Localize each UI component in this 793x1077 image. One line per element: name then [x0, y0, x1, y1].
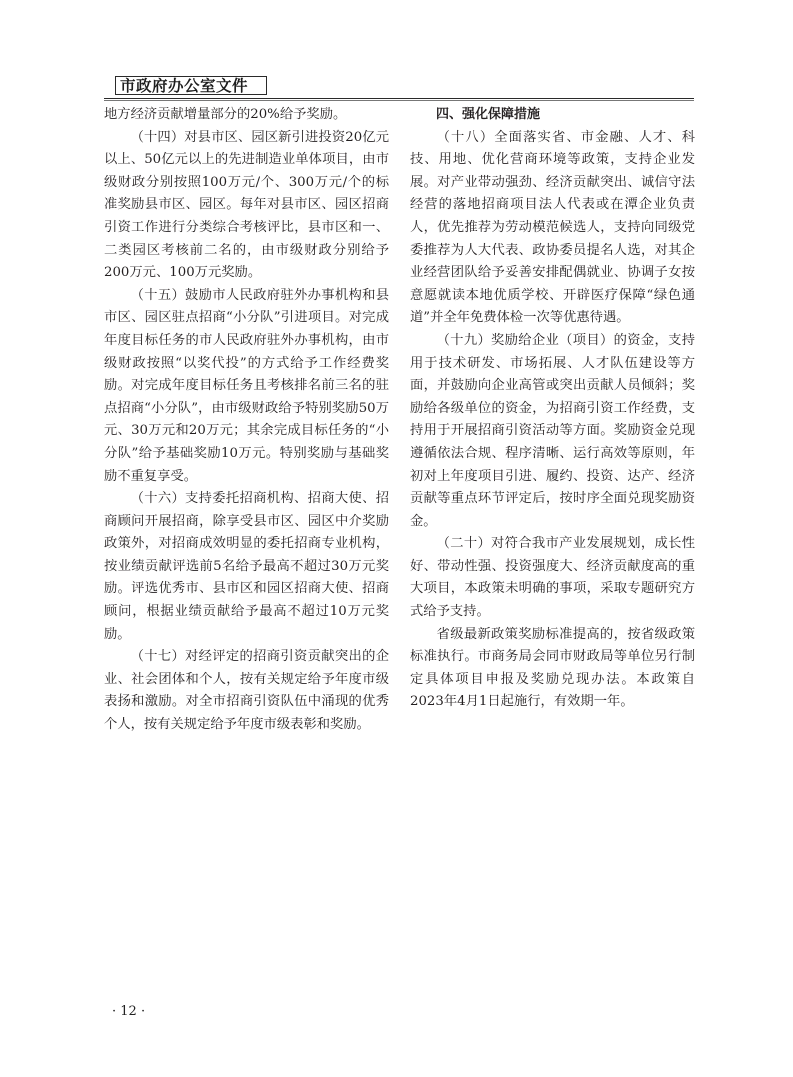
paragraph-20: （二十）对符合我市产业发展规划，成长性好、带动性强、投资强度大、经济贡献度高的重大项目，本政策未明确的事项，采取专题研究方式给予支持。 — [410, 536, 695, 620]
paragraph-18: （十八）全面落实省、市金融、人才、科技、用地、优化营商环境等政策，支持企业发展。对产业带动强劲、经济贡献突出、诚信守法经营的落地招商项目法人代表或在潭企业负责人，优先推荐为劳动模范候选人，支持向同级党委推荐为人大代表、政协委员提名人选，对其企业经营团队给予妥善安排配偶就业、协调子女按意愿就读本地优质学校、开辟医疗保障“绿色通道”并全年免费体检一次等优惠待遇。 — [410, 129, 695, 326]
paragraph-17: （十七）对经评定的招商引资贡献突出的企业、社会团体和个人，按有关规定给予年度市级表扬和激励。对全市招商引资队伍中涌现的优秀个人，按有关规定给予年度市级表彰和奖励。 — [104, 649, 389, 733]
running-header — [104, 70, 694, 100]
left-column — [104, 104, 389, 737]
section-heading: 四、强化保障措施 — [436, 107, 541, 122]
header-rule-thin — [104, 100, 694, 101]
paragraph-15: （十五）鼓励市人民政府驻外办事机构和县市区、园区驻点招商“小分队”引进项目。对完成年度目标任务的市人民政府驻外办事机构，由市级财政按照“以奖代投”的方式给予工作经费奖励。对完成年度目标任务且考核排名前三名的驻点招商“小分队”，由市级财政给予特别奖励50万元、30万元和20万元；其余完成目标任务的“小分队”给予基础奖励10万元。特别奖励与基础奖励不重复享受。 — [104, 287, 389, 484]
header-title-box — [115, 76, 267, 95]
paragraph-16: （十六）支持委托招商机构、招商大使、招商顾问开展招商，除享受县市区、园区中介奖励政策外，对招商成效明显的委托招商专业机构，按业绩贡献评选前5名给予最高不超过30万元奖励。评选优秀市、县市区和园区招商大使、招商顾问，根据业绩贡献给予最高不超过10万元奖励。 — [104, 491, 389, 642]
paragraph-continuation: 地方经济贡献增量部分的20%给予奖励。 — [104, 107, 347, 122]
right-column — [410, 104, 695, 714]
paragraph-19: （十九）奖励给企业（项目）的资金，支持用于技术研发、市场拓展、人才队伍建设等方面，并鼓励向企业高管或突出贡献人员倾斜；奖励给各级单位的资金，为招商引资工作经费，支持用于开展招商引资活动等方面。奖励资金兑现遵循依法合规、程序清晰、运行高效等原则，年初对上年度项目引进、履约、投资、达产、经济贡献等重点环节评定后，按时序全面兑现奖励资金。 — [410, 332, 695, 529]
header-title: 市政府办公室文件 — [120, 77, 249, 95]
paragraph-closing: 省级最新政策奖励标准提高的，按省级政策标准执行。市商务局会同市财政局等单位另行制定具体项目申报及奖励兑现办法。本政策自2023年4月1日起施行，有效期一年。 — [410, 626, 695, 710]
header-rule — [104, 98, 694, 99]
paragraph-14: （十四）对县市区、园区新引进投资20亿元以上、50亿元以上的先进制造业单体项目，由市级财政分别按照100万元/个、300万元/个的标准奖励县市区、园区。每年对县市区、园区招商引资工作进行分类综合考核评比，县市区和一、二类园区考核前二名的，由市级财政分别给予200万元、100万元奖励。 — [104, 129, 389, 281]
page-number: · 12 · — [112, 1004, 146, 1019]
